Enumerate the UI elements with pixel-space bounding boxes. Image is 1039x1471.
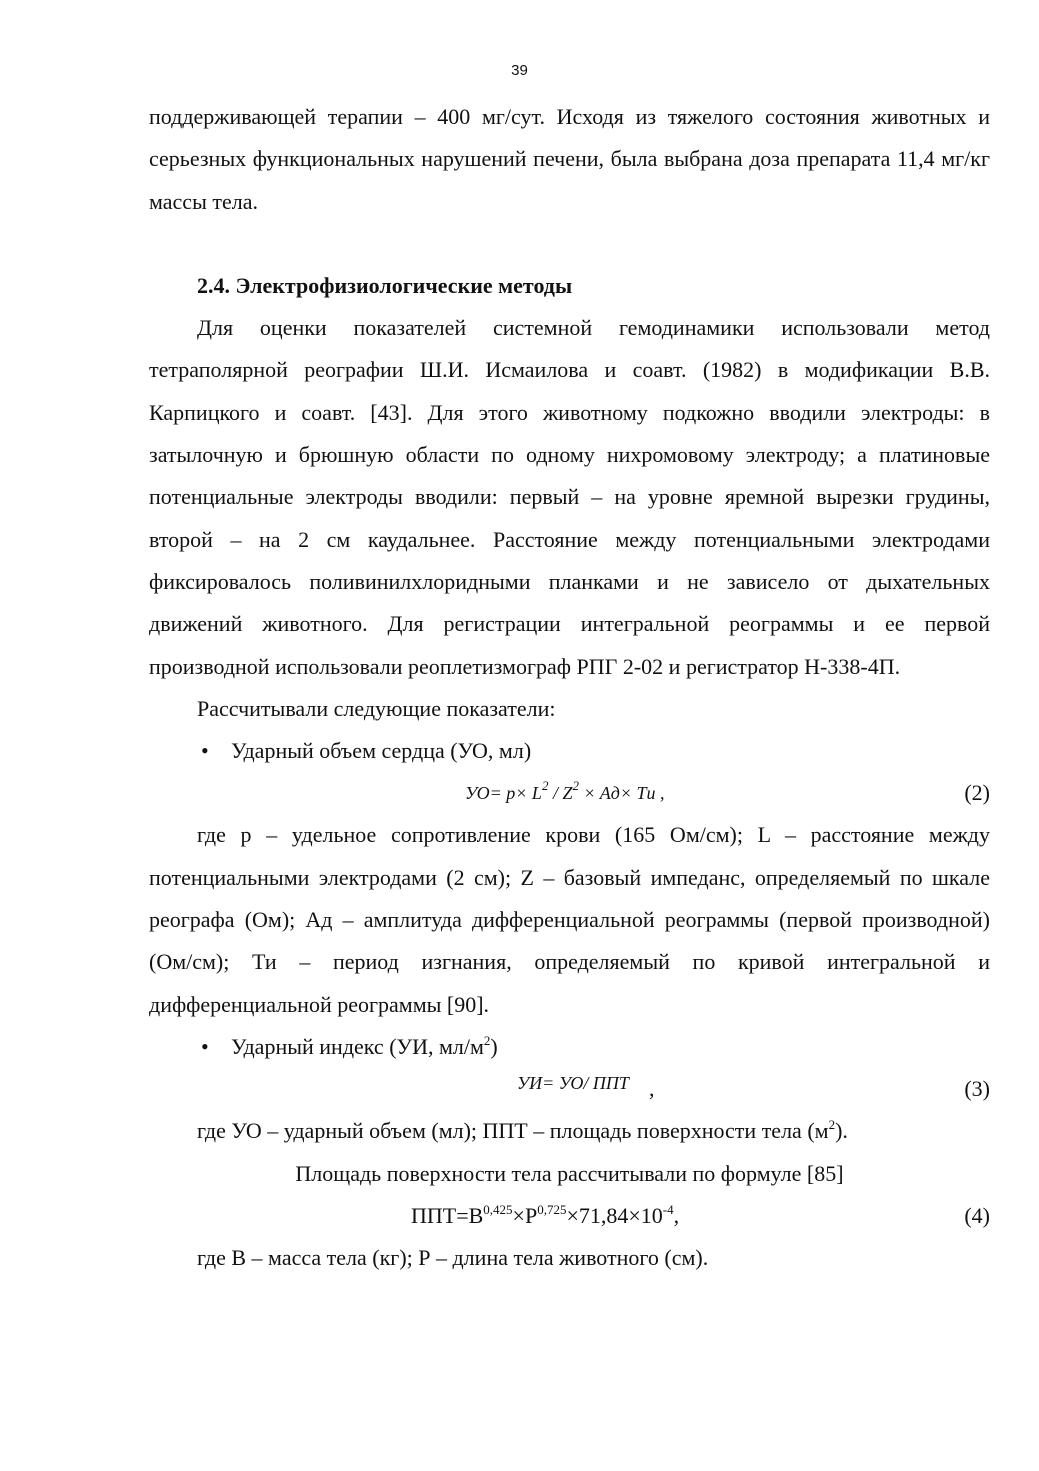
formula-4 (149, 1195, 990, 1237)
page-number: 39 (511, 62, 528, 79)
paragraph-formula-2-legend: где р – удельное сопротивление крови (165 Ом/см); L – расстояние между потенциальными электродами (2 см); Z – базовый импеданс, определяемый по шкале реографа (Ом); Ад – амплитуда дифференциальной реограммы (первой производной) (Ом/см); Ти – период изгнания, определяемый по кривой интегральной и дифференциальной реограммы [90]. (149, 822, 990, 1017)
body-text (149, 96, 990, 1279)
formula-3-comma: , (649, 1076, 655, 1102)
bullet-label: Ударный индекс (УИ, $мл/м^2$) (231, 1032, 498, 1059)
section-heading: 2.4. Электрофизиологические методы (197, 272, 573, 298)
paragraph-continuation: поддерживающей терапии – 400 мг/сут. Исходя из тяжелого состояния животных и серьезных функциональных нарушений печени, была выбрана доза препарата 11,4 мг/кг массы тела. (149, 104, 990, 214)
formula-4-number: (4) (964, 1202, 990, 1228)
paragraph-formula-3-legend: где УО – ударный объем (мл); ППТ – площадь поверхности тела $(м^2)$. (197, 1117, 848, 1144)
formula-3 (149, 1068, 990, 1110)
spacer (149, 223, 990, 265)
paragraph-formula-4-legend: где В – масса тела (кг); Р – длина тела животного (см). (197, 1244, 709, 1270)
bullet-item-stroke-volume (201, 730, 990, 772)
formula-2 (149, 772, 990, 814)
paragraph-method: Для оценки показателей системной гемодинамики использовали метод тетраполярной реографии Ш.И. Исмаилова и соавт. (1982) в модификации В.В. Карпицкого и соавт. [43]. Для этого животному подкожно вводили электроды: в затылочную и брюшную области по одному нихромовому электроду; а платиновые потенциальные электроды вводили: первый – на уровне яремной вырезки грудины, второй – на 2 см каудальнее. Расстояние между потенциальными электродами фиксировалось поливинилхлоридными планками и не зависело от дыхательных движений животного. Для регистрации интегральной реограммы и ее первой производной использовали реоплетизмограф РПГ 2-02 и регистратор Н-338-4П. (149, 315, 990, 679)
formula-2-number: (2) (964, 780, 990, 806)
bullet-icon: • (201, 738, 209, 764)
formula-3-number: (3) (964, 1076, 990, 1102)
bullet-icon: • (201, 1033, 209, 1059)
formula-4-expression: $ППТ=В^{0,425}\times Р^{0,725}\times 71,84\times 10^{-4}$, (411, 1201, 680, 1228)
paragraph-bsa-intro: Площадь поверхности тела рассчитывали по формуле [85] (295, 1160, 844, 1186)
formula-2-expression: $УО= p\times L^2 / Z^2 \times Aд\times$ Tи , (465, 778, 665, 804)
paragraph-indicators-intro: Рассчитывали следующие показатели: (197, 695, 556, 721)
bullet-label: Ударный объем сердца (УО, мл) (231, 738, 532, 764)
formula-3-expression: УИ= УО/ ППТ (517, 1073, 629, 1094)
